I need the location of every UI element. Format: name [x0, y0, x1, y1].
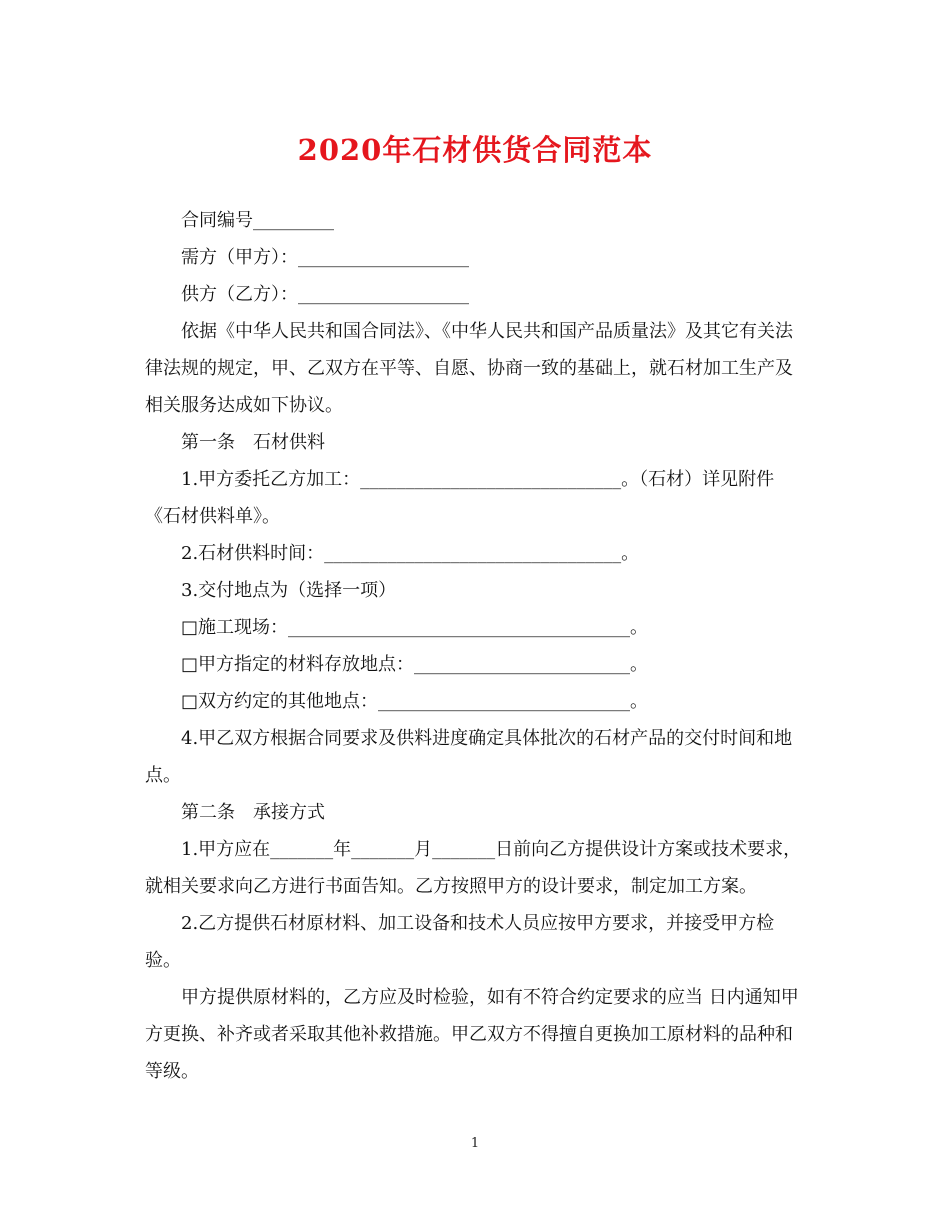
article-2-clause-1: 1.甲方应在_______年_______月_______日前向乙方提供设计方案或技术要求，就相关要求向乙方进行书面告知。乙方按照甲方的设计要求，制定加工方案。 — [145, 839, 802, 897]
article-2-clause-2: 2.乙方提供石材原材料、加工设备和技术人员应按甲方要求，并接受甲方检验。 — [145, 913, 775, 971]
preamble-paragraph: 依据《中华人民共和国合同法》、《中华人民共和国产品质量法》及其它有关法律法规的规定，甲、乙双方在平等、自愿、协商一致的基础上，就石材加工生产及相关服务达成如下协议。 — [145, 321, 793, 416]
delivery-option-other: □双方约定的其他地点：____________________________。 — [181, 691, 649, 712]
article-1-clause-4: 4.甲乙双方根据合同要求及供料进度确定具体批次的石材产品的交付时间和地点。 — [145, 728, 793, 786]
party-b-line: 供方（乙方）：___________________ — [181, 284, 469, 305]
delivery-option-site: □施工现场：______________________________________。 — [181, 617, 649, 638]
article-2-materials-paragraph: 甲方提供原材料的，乙方应及时检验，如有不符合约定要求的应当 日内通知甲方更换、补齐或者采取其他补救措施。甲乙双方不得擅自更换加工原材料的品种和等级。 — [145, 987, 799, 1082]
document-title: 2020年石材供货合同范本 — [297, 133, 653, 167]
delivery-option-storage: □甲方指定的材料存放地点：________________________。 — [181, 654, 649, 675]
article-1-clause-1: 1.甲方委托乙方加工：_____________________________。（石材）详见附件《石材供料单》。 — [145, 469, 775, 527]
article-2-heading: 第二条 承接方式 — [181, 802, 325, 823]
article-1-clause-3: 3.交付地点为（选择一项） — [181, 580, 397, 601]
party-a-line: 需方（甲方）：___________________ — [181, 247, 469, 268]
document-body — [145, 202, 805, 1090]
contract-number-line: 合同编号_________ — [181, 210, 334, 231]
article-1-heading: 第一条 石材供料 — [181, 432, 325, 453]
article-1-clause-2: 2.石材供料时间：_________________________________。 — [181, 543, 640, 564]
page-number: 1 — [470, 1136, 480, 1151]
